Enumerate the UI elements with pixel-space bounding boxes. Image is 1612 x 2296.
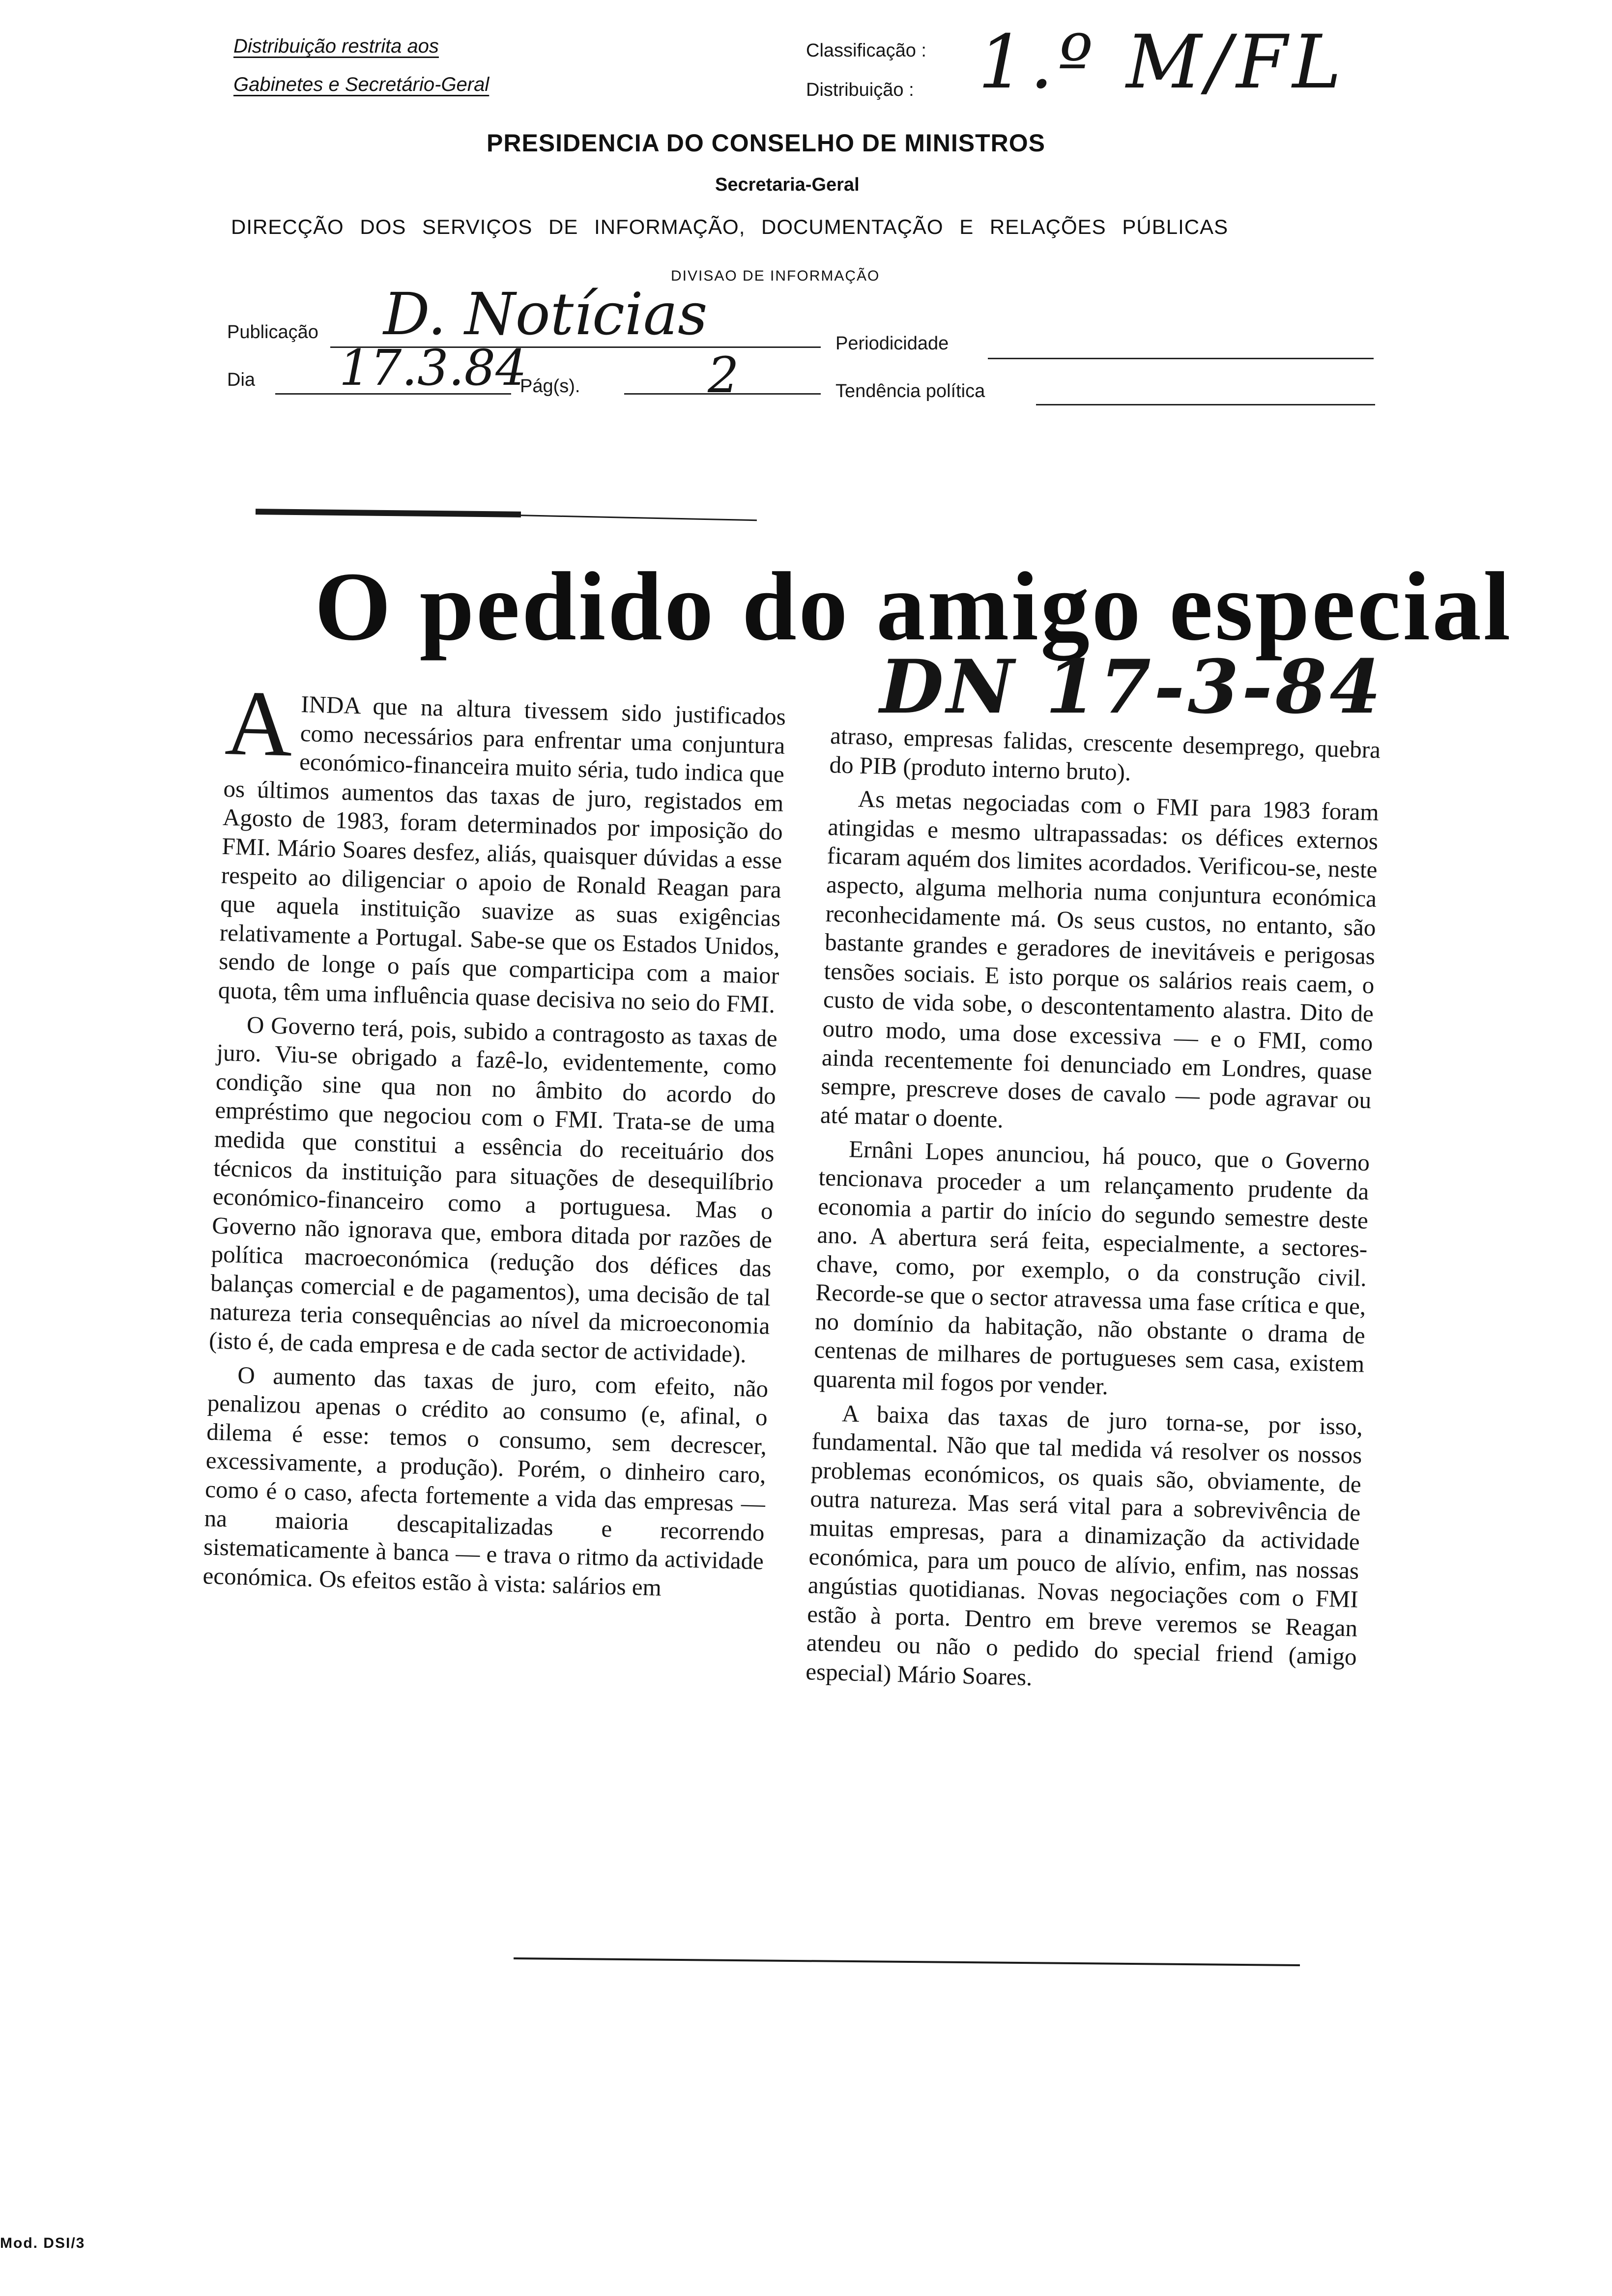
model-number: Mod. DSI/3 <box>0 2235 86 2251</box>
day-value: 17.3.84 <box>339 339 527 397</box>
paragraph-5: As metas negociadas com o FMI para 1983 foram atingidas e mesmo ultrapassadas: os défices externos ficaram aquém dos limites acordados. Verificou-se, neste aspecto, alguma melhoria numa conjuntura económica reconhecidamente má. Os seus custos, no entanto, são bastante grandes e geradores de inevitáveis e perigosas tensões sociais. E isto porque os salários reais caem, o custo de vida sobe, o descontentamento alastra. Dito de outro modo, uma dose excessiva — e o FMI, como ainda recentemente foi denunciado em Londres, quase sempre, prescreve doses de cavalo — pode agravar ou até matar o doente. <box>820 785 1380 1133</box>
distribution-label: Distribuição : <box>806 80 914 100</box>
top-rule-thick <box>256 509 521 517</box>
paragraph-6: Ernâni Lopes anunciou, há pouco, que o Governo tencionava proceder a um relançamento prudente da economia a partir do início do segundo semestre deste ano. A abertura será feita, especialmente, a sectores-chave, como, por exemplo, o da construção civil. Recorde-se que o sector atravessa uma fase crítica e que, no domínio da habitação, não obstante o drama de centenas de milhares de portugueses sem casa, existem quarenta mil fogos por vender. <box>813 1135 1370 1400</box>
article-title: O pedido do amigo especial <box>315 552 1513 661</box>
article-column-2 <box>805 721 1381 1705</box>
day-label: Dia <box>227 370 256 390</box>
periodicity-label: Periodicidade <box>835 333 949 354</box>
distribution-line-1: Distribuição restrita aos <box>233 35 439 57</box>
top-rule-thin <box>511 515 757 521</box>
bottom-rule <box>514 1957 1300 1966</box>
paragraph-4: atraso, empresas falidas, crescente desemprego, quebra do PIB (produto interno bruto). <box>829 721 1381 786</box>
distribution-line-2: Gabinetes e Secretário-Geral <box>233 74 489 95</box>
handwritten-stamp: DN 17-3-84 <box>880 644 1384 730</box>
presidency-title: PRESIDENCIA DO CONSELHO DE MINISTROS <box>487 129 1046 157</box>
publication-label: Publicação <box>227 322 318 343</box>
publication-value: D. Notícias <box>383 280 708 348</box>
directorate: DIRECÇÃO DOS SERVIÇOS DE INFORMAÇÃO, DOCUMENTAÇÃO E RELAÇÕES PÚBLICAS <box>231 215 1229 238</box>
paragraph-7: A baixa das taxas de juro torna-se, por isso, fundamental. Não que tal medida vá resolver os nossos problemas económicos, os quais são, obviamente, de outra natureza. Mas será vital para a sobrevivência de muitas empresas, para a dinamização da actividade económica, para um pouco de alívio, enfim, nas nossas angústias quotidianas. Novas negociações com o FMI estão à porta. Dentro em breve veremos se Reagan atendeu ou não o pedido do special friend (amigo especial) Mário Soares. <box>805 1399 1363 1691</box>
paragraph-1-text: INDA que na altura tivessem sido justificados como necessários para enfrentar uma conjuntura económico-financeira muito séria, tudo indica que os últimos aumentos das taxas de juro, registados em Agosto de 1983, foram determinados por imposição do FMI. Mário Soares desfez, aliás, quaisquer dúvidas a esse respeito ao diligenciar o apoio de Ronald Reagan para que aquela instituição suavize as suas exigências relativamente a Portugal. Sabe-se que os Estados Unidos, sendo de longe o país que comparticipa com a maior quota, têm uma influência quase decisiva no seio do FMI. <box>218 690 786 1018</box>
tendency-underline <box>1036 404 1375 405</box>
periodicity-underline <box>988 358 1374 359</box>
pages-label: Pág(s). <box>520 376 580 397</box>
secretariat: Secretaria-Geral <box>715 174 860 195</box>
classification-handwritten: 1.º M/FL <box>978 20 1347 105</box>
paragraph-1 <box>218 671 786 1019</box>
paragraph-2: O Governo terá, pois, subido a contragosto as taxas de juro. Viu-se obrigado a fazê-lo, evidentemente, como condição sine qua non no âmbito do acordo do empréstimo que negociou com o FMI. Trata-se de uma medida que constitui a essência do receituário dos técnicos da instituição para situações de desequilíbrio económico-financeiro como a portuguesa. Mas o Governo não ignorava que, embora ditada por razões de política macroeconómica (redução dos défices das balanças comercial e de pagamentos), uma decisão de tal natureza teria consequências ao nível da microeconomia (isto é, de cada empresa e de cada sector de actividade). <box>208 1010 778 1368</box>
pages-value: 2 <box>708 346 739 404</box>
classification-label: Classificação : <box>806 40 926 61</box>
tendency-label: Tendência política <box>835 381 985 402</box>
article-column-1 <box>202 671 786 1610</box>
division: DIVISAO DE INFORMAÇÃO <box>671 268 880 284</box>
drop-cap: A <box>224 671 294 776</box>
paragraph-3: O aumento das taxas de juro, com efeito, não penalizou apenas o crédito ao consumo (e, afinal, o dilema é esse: temos o consumo, sem decrescer, excessivamente, a produção). Porém, o dinheiro caro, como é o caso, afecta fortemente a vida das empresas — na maioria descapitalizadas e recorrendo sistematicamente à banca — e trava o ritmo da actividade económica. Os efeitos estão à vista: salários em <box>202 1361 769 1601</box>
